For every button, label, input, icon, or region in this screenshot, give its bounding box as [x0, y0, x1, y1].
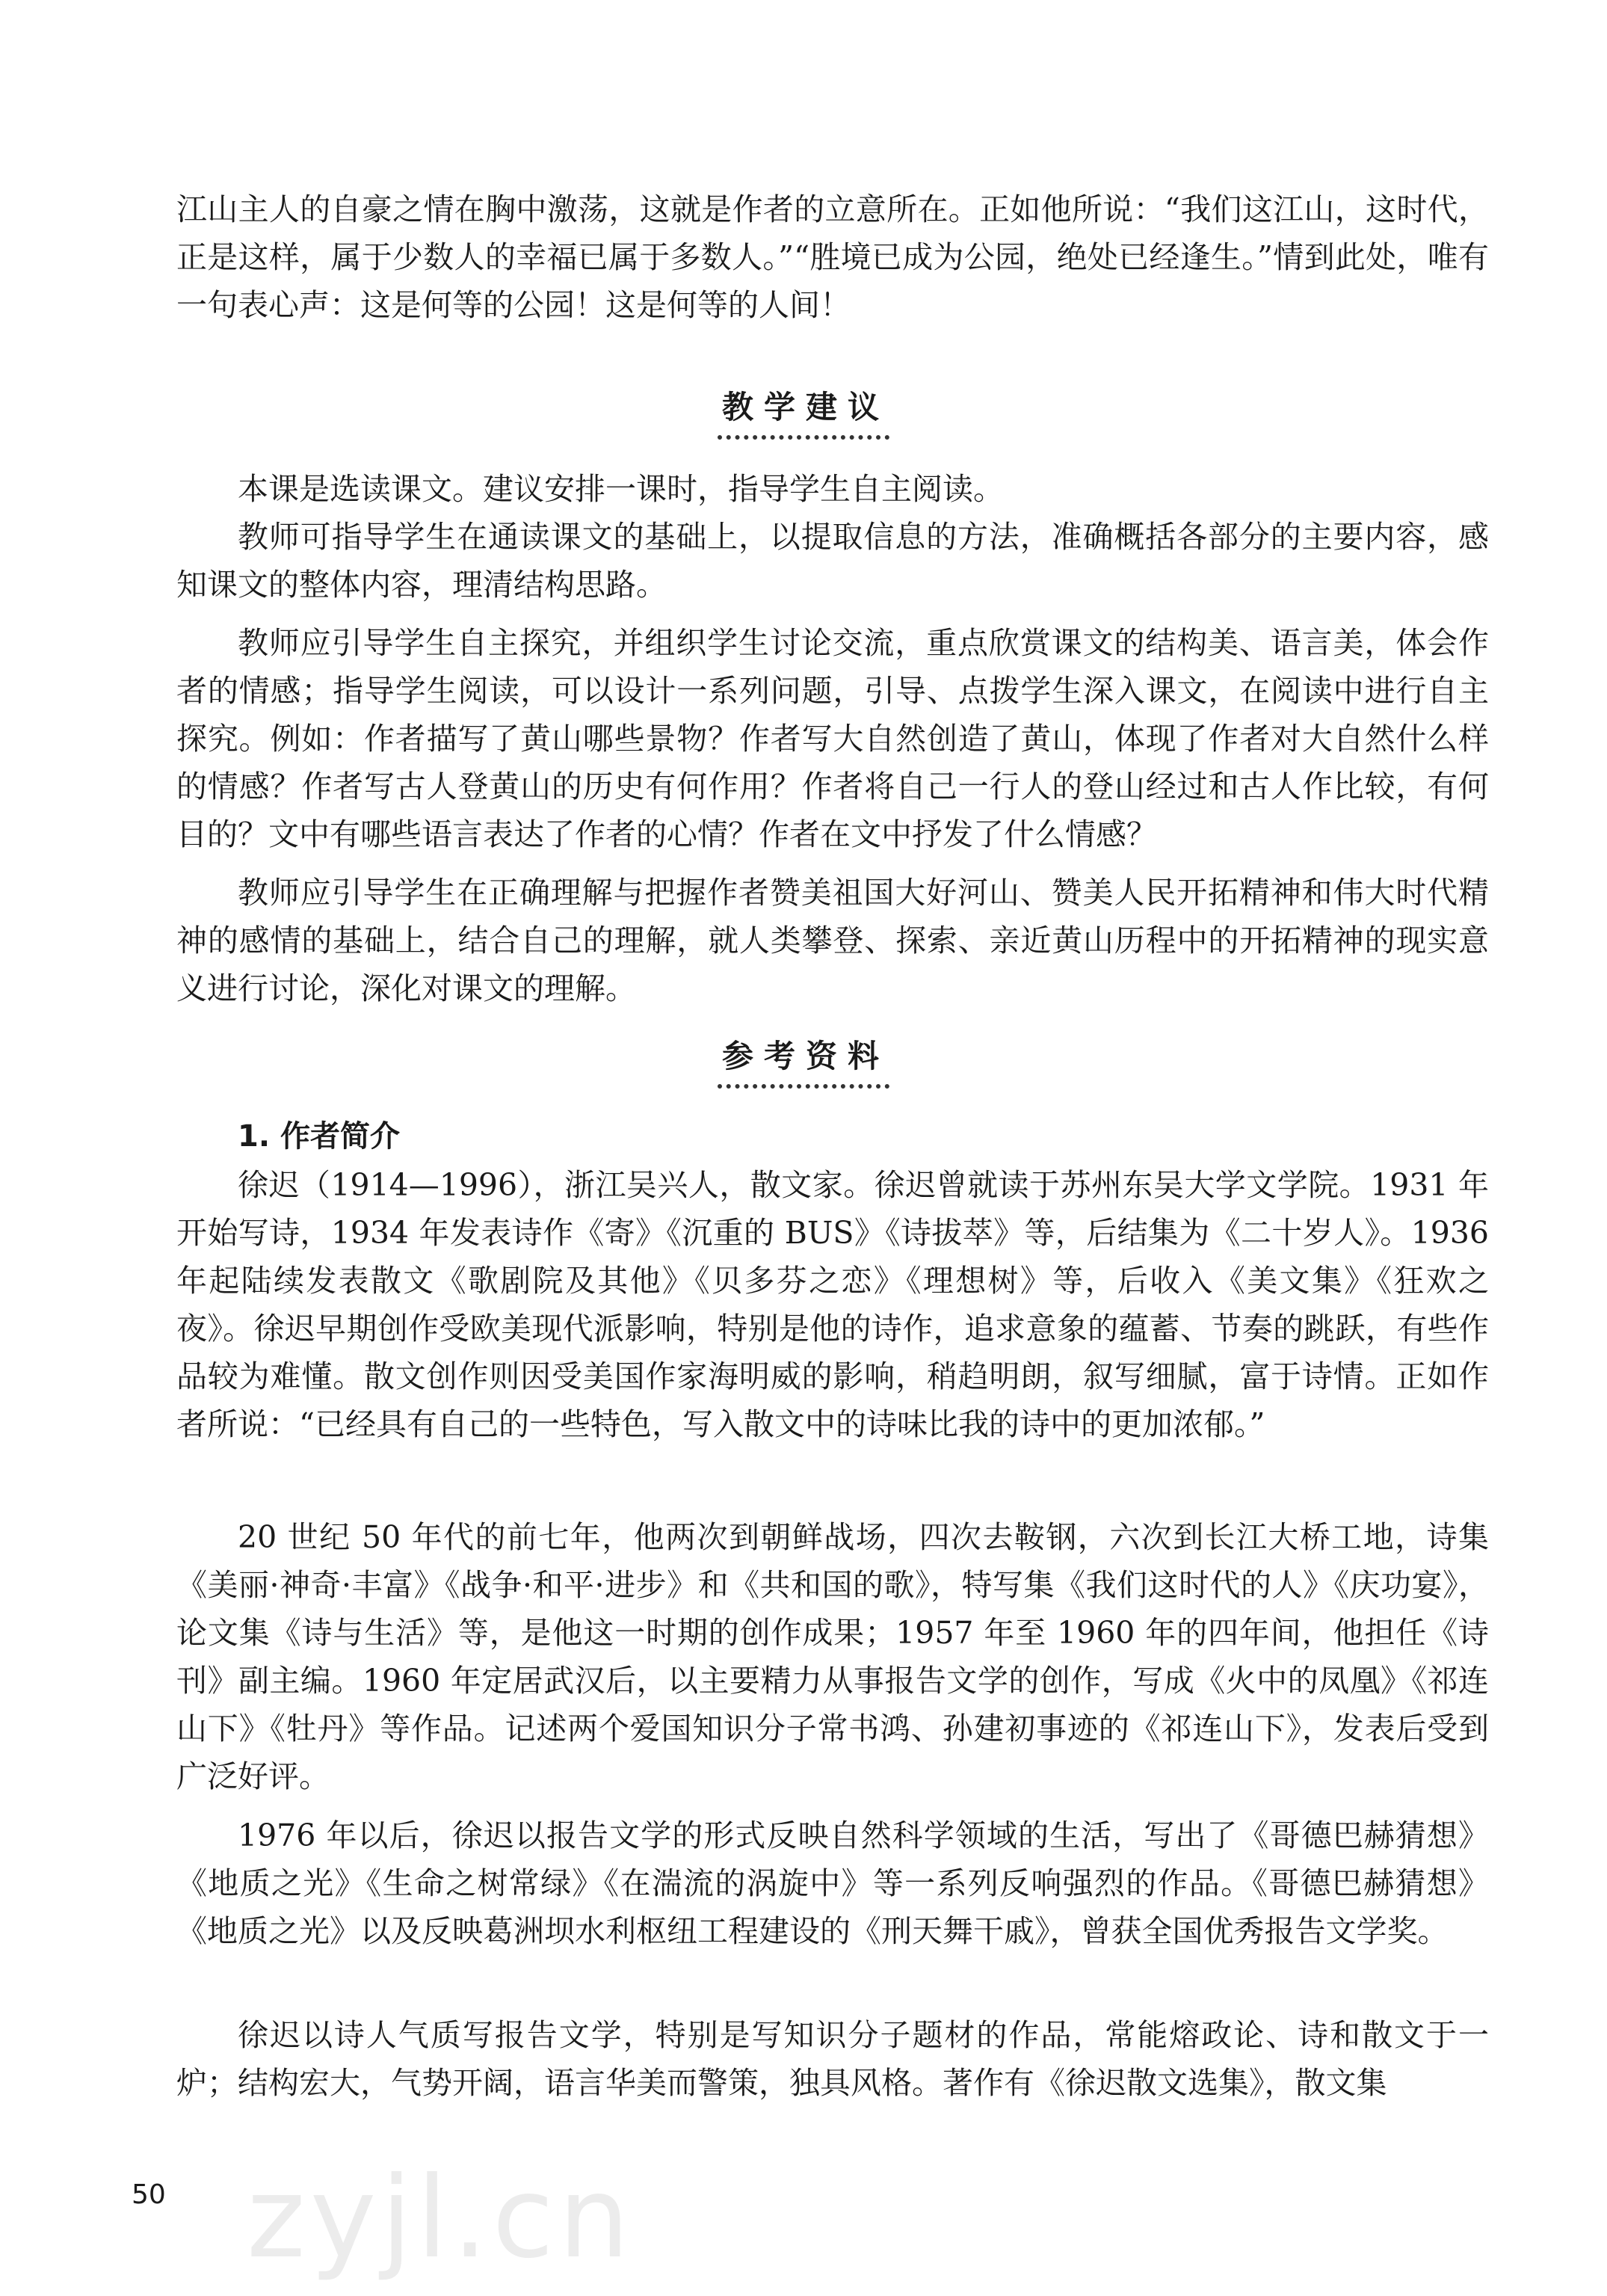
reference-paragraph-3: 1976 年以后，徐迟以报告文学的形式反映自然科学领域的生活，写出了《哥德巴赫猜想》《地质之光》《生命之树常绿》《在湍流的涡旋中》等一系列反响强烈的作品。《哥德巴赫猜想》《地质之光》以及反映葛洲坝水利枢纽工程建设的《刑天舞干戚》，曾获全国优秀报告文学奖。 [176, 1818, 1489, 1949]
reference-paragraph-1: 徐迟（1914—1996），浙江吴兴人，散文家。徐迟曾就读于苏州东吴大学文学院。1931 年开始写诗，1934 年发表诗作《寄》《沉重的 BUS》《诗拔萃》等，后结集为《二十岁人》。1936 年起陆续发表散文《歌剧院及其他》《贝多芬之恋》《理想树》等，后收入《美文集》《狂欢之夜》。徐迟早期创作受欧美现代派影响，特别是他的诗作，追求意象的蕴蓄、节奏的跳跃，有些作品较为难懂。散文创作则因受美国作家海明威的影响，稍趋明朗，叙写细腻，富于诗情。正如作者所说：“已经具有自己的一些特色，写入散文中的诗味比我的诗中的更加浓郁。” [176, 1167, 1489, 1442]
reference-paragraph-4: 徐迟以诗人气质写报告文学，特别是写知识分子题材的作品，常能熔政论、诗和散文于一炉；结构宏大，气势开阔，语言华美而警策，独具风格。著作有《徐迟散文选集》，散文集 [176, 2017, 1489, 2101]
intro-paragraph: 江山主人的自豪之情在胸中激荡，这就是作者的立意所在。正如他所说：“我们这江山，这时代，正是这样，属于少数人的幸福已属于多数人。”“胜境已成为公园，绝处已经逢生。”情到此处，唯有一句表心声：这是何等的公园！这是何等的人间！ [176, 191, 1489, 323]
teaching-paragraph-1: 本课是选读课文。建议安排一课时，指导学生自主阅读。 [238, 471, 1004, 507]
teaching-paragraph-3: 教师应引导学生自主探究，并组织学生讨论交流，重点欣赏课文的结构美、语言美，体会作者的情感；指导学生阅读，可以设计一系列问题，引导、点拨学生深入课文，在阅读中进行自主探究。例如：作者描写了黄山哪些景物？作者写大自然创造了黄山，体现了作者对大自然什么样的情感？作者写古人登黄山的历史有何作用？作者将自己一行人的登山经过和古人作比较，有何目的？文中有哪些语言表达了作者的心情？作者在文中抒发了什么情感？ [176, 625, 1489, 852]
author-intro-heading: 1. 作者简介 [238, 1119, 400, 1154]
reference-section-title [0, 1032, 1607, 1089]
reference-title-text: 参考资料 [718, 1032, 889, 1089]
teaching-title-text: 教学建议 [718, 383, 889, 440]
watermark: zyjl.cn [247, 2153, 635, 2283]
teaching-section-title [0, 383, 1607, 440]
teaching-paragraph-4: 教师应引导学生在正确理解与把握作者赞美祖国大好河山、赞美人民开拓精神和伟大时代精神的感情的基础上，结合自己的理解，就人类攀登、探索、亲近黄山历程中的开拓精神的现实意义进行讨论，深化对课文的理解。 [176, 875, 1489, 1006]
reference-paragraph-2: 20 世纪 50 年代的前七年，他两次到朝鲜战场，四次去鞍钢，六次到长江大桥工地，诗集《美丽·神奇·丰富》《战争·和平·进步》和《共和国的歌》，特写集《我们这时代的人》《庆功宴》，论文集《诗与生活》等，是他这一时期的创作成果；1957 年至 1960 年的四年间，他担任《诗刊》副主编。1960 年定居武汉后，以主要精力从事报告文学的创作，写成《火中的凤凰》《祁连山下》《牡丹》等作品。记述两个爱国知识分子常书鸿、孙建初事迹的《祁连山下》，发表后受到广泛好评。 [176, 1519, 1489, 1794]
page-number: 50 [132, 2179, 166, 2210]
teaching-paragraph-2: 教师可指导学生在通读课文的基础上，以提取信息的方法，准确概括各部分的主要内容，感知课文的整体内容，理清结构思路。 [176, 519, 1489, 603]
